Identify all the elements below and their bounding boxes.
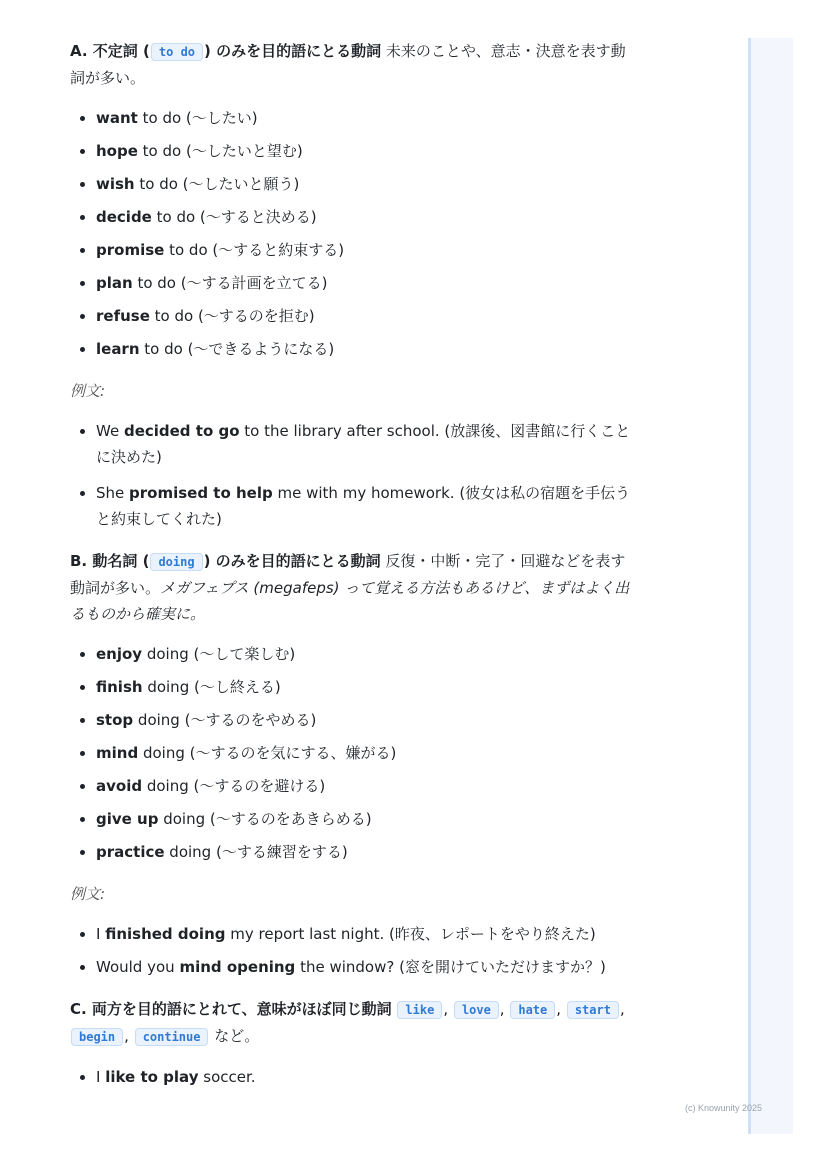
- verb-meaning: to do (〜したいと願う): [134, 175, 300, 193]
- list-item: [96, 105, 640, 131]
- document-content: [70, 38, 640, 1106]
- list-item: [96, 806, 640, 832]
- separator: ,: [499, 1000, 505, 1018]
- separator: ,: [556, 1000, 562, 1018]
- section-a-description: 未来のことや、意志・決意を表す動詞が多い。: [70, 42, 626, 87]
- verb-meaning: to do (〜するのを拒む): [149, 307, 315, 325]
- section-b-example-list: [70, 921, 640, 980]
- section-c-tail: など。: [209, 1027, 260, 1045]
- section-a-heading: [70, 38, 640, 91]
- section-b-example-label: 例文:: [70, 885, 106, 903]
- list-item: [96, 921, 640, 947]
- verb-meaning: doing (〜する練習をする): [164, 843, 348, 861]
- tag-hate: hate: [510, 1001, 555, 1019]
- example-bold: decided to go: [123, 422, 240, 440]
- verb-meaning: to do (〜すると約束する): [164, 241, 345, 259]
- tag-start: start: [567, 1001, 619, 1019]
- example-text: I: [96, 1068, 106, 1086]
- section-b-heading: [70, 548, 640, 627]
- list-item: [96, 336, 640, 362]
- verb: promise: [96, 241, 165, 259]
- verb: stop: [96, 711, 134, 729]
- tag-continue: continue: [135, 1028, 209, 1046]
- example-text: to the library after school. (放課後、図書館に行くことに決めた): [96, 422, 631, 466]
- list-item: [96, 303, 640, 329]
- list-item: [96, 839, 640, 865]
- verb-meaning: to do (〜したいと望む): [137, 142, 303, 160]
- verb: decide: [96, 208, 152, 226]
- example-text: Would you: [96, 958, 180, 976]
- verb: mind: [96, 744, 139, 762]
- verb: refuse: [96, 307, 150, 325]
- example-text: soccer.: [198, 1068, 256, 1086]
- separator: ,: [124, 1027, 129, 1045]
- example-text: She: [96, 484, 130, 502]
- verb-meaning: doing (〜するのをあきらめる): [158, 810, 372, 828]
- list-item: [96, 773, 640, 799]
- section-a-title-prefix: A. 不定詞 (: [70, 42, 150, 60]
- tag-like: like: [397, 1001, 442, 1019]
- verb: want: [96, 109, 138, 127]
- section-a-title-suffix: ) のみを目的語にとる動詞: [204, 42, 382, 60]
- verb-meaning: doing (〜するのをやめる): [133, 711, 317, 729]
- copyright-credit: (c) Knowunity 2025: [685, 1103, 763, 1113]
- list-item: [96, 171, 640, 197]
- verb-meaning: doing (〜するのを避ける): [142, 777, 326, 795]
- verb: finish: [96, 678, 143, 696]
- section-c-title: C. 両方を目的語にとれて、意味がほぼ同じ動詞: [70, 1000, 392, 1018]
- example-bold: like to play: [105, 1068, 199, 1086]
- tag-begin: begin: [71, 1028, 123, 1046]
- list-item: [96, 418, 640, 470]
- section-a-verb-list: [70, 105, 640, 362]
- verb: enjoy: [96, 645, 143, 663]
- list-item: [96, 480, 640, 532]
- list-item: [96, 237, 640, 263]
- verb-meaning: doing (〜して楽しむ): [142, 645, 296, 663]
- verb-meaning: doing (〜するのを気にする、嫌がる): [138, 744, 397, 762]
- section-b-verb-list: [70, 641, 640, 865]
- example-text: me with my homework. (彼女は私の宿題を手伝うと約束してくれた): [96, 484, 631, 528]
- verb: hope: [96, 142, 138, 160]
- section-c-heading: [70, 996, 640, 1050]
- verb-meaning: doing (〜し終える): [142, 678, 281, 696]
- list-item: [96, 1064, 640, 1090]
- verb: practice: [96, 843, 165, 861]
- section-a-example-list: [70, 418, 640, 532]
- tag-to-do: to do: [151, 43, 203, 61]
- example-bold: finished doing: [105, 925, 226, 943]
- tag-love: love: [454, 1001, 499, 1019]
- section-b-title-suffix: ) のみを目的語にとる動詞: [203, 552, 381, 570]
- verb-meaning: to do (〜できるようになる): [139, 340, 335, 358]
- separator: ,: [443, 1000, 449, 1018]
- list-item: [96, 270, 640, 296]
- list-item: [96, 204, 640, 230]
- example-text: We: [96, 422, 124, 440]
- list-item: [96, 954, 640, 980]
- right-sidebar-panel: [748, 38, 793, 1134]
- section-b-title-prefix: B. 動名詞 (: [70, 552, 150, 570]
- list-item: [96, 707, 640, 733]
- verb-meaning: to do (〜する計画を立てる): [132, 274, 328, 292]
- verb-meaning: to do (〜したい): [137, 109, 258, 127]
- list-item: [96, 674, 640, 700]
- section-a-example-label: 例文:: [70, 382, 106, 400]
- verb: plan: [96, 274, 133, 292]
- example-text: I: [96, 925, 106, 943]
- section-b-note: メガフェプス (megafeps) って覚える方法もあるけど、まずはよく出るものから確実に。: [70, 579, 630, 623]
- example-text: my report last night. (昨夜、レポートをやり終えた): [225, 925, 596, 943]
- verb: avoid: [96, 777, 143, 795]
- example-bold: promised to help: [129, 484, 273, 502]
- separator: ,: [619, 1000, 625, 1018]
- section-c-example-list: [70, 1064, 640, 1090]
- example-bold: mind opening: [179, 958, 296, 976]
- section-b-description: 反復・中断・完了・回避などを表す動詞が多い。: [70, 552, 626, 597]
- tag-doing: doing: [150, 553, 202, 571]
- list-item: [96, 740, 640, 766]
- verb-meaning: to do (〜すると決める): [151, 208, 317, 226]
- verb: give up: [96, 810, 159, 828]
- example-text: the window? (窓を開けていただけますか？): [295, 958, 606, 976]
- verb: learn: [96, 340, 140, 358]
- verb: wish: [96, 175, 135, 193]
- list-item: [96, 641, 640, 667]
- list-item: [96, 138, 640, 164]
